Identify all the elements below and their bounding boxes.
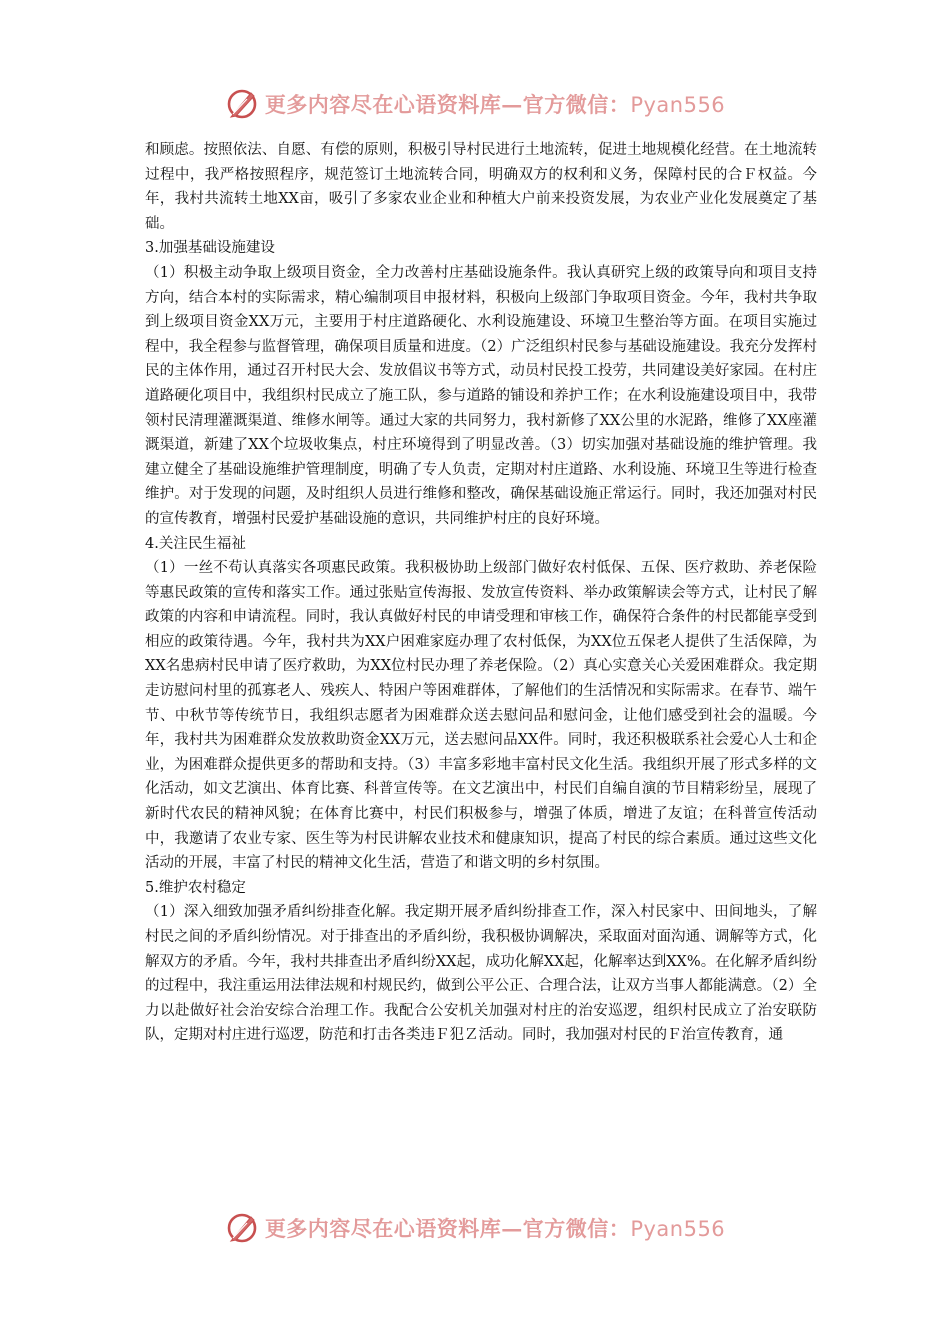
watermark-banner-top [0,84,950,124]
paragraph-stability: （1）深入细致加强矛盾纠纷排查化解。我定期开展矛盾纠纷排查工作，深入村民家中、田间地头，了解村民之间的矛盾纠纷情况。对于排查出的矛盾纠纷，我积极协调解决，采取面对面沟通、调解等方式，化解双方的矛盾。今年，我村共排查出矛盾纠纷XX起，成功化解XX起，化解率达到XX%。在化解矛盾纠纷的过程中，我注重运用法律法规和村规民约，做到公平公正、合理合法，让双方当事人都能满意。（2）全力以赴做好社会治安综合治理工作。我配合公安机关加强对村庄的治安巡逻，组织村民成立了治安联防队，定期对村庄进行巡逻，防范和打击各类违Ｆ犯Ｚ活动。同时，我加强对村民的Ｆ治宣传教育，通 [145,904,817,1044]
section-heading-stability: 5.维护农村稳定 [145,879,246,896]
watermark-id: Pyan556 [630,93,726,117]
watermark-banner-bottom [0,1208,950,1248]
paragraph-livelihood: （1）一丝不苟认真落实各项惠民政策。我积极协助上级部门做好农村低保、五保、医疗救助、养老保险等惠民政策的宣传和落实工作。通过张贴宣传海报、发放宣传资料、举办政策解读会等方式，让村民了解政策的内容和申请流程。同时，我认真做好村民的申请受理和审核工作，确保符合条件的村民都能享受到相应的政策待遇。今年，我村共为XX户困难家庭办理了农村低保，为XX位五保老人提供了生活保障，为XX名患病村民申请了医疗救助，为XX位村民办理了养老保险。（2）真心实意关心关爱困难群众。我定期走访慰问村里的孤寡老人、残疾人、特困户等困难群体，了解他们的生活情况和实际需求。在春节、端午节、中秋节等传统节日，我组织志愿者为困难群众送去慰问品和慰问金，让他们感受到社会的温暖。今年，我村共为困难群众发放救助资金XX万元，送去慰问品XX件。同时，我还积极联系社会爱心人士和企业，为困难群众提供更多的帮助和支持。（3）丰富多彩地丰富村民文化生活。我组织开展了形式多样的文化活动，如文艺演出、体育比赛、科普宣传等。在文艺演出中，村民们自编自演的节目精彩纷呈，展现了新时代农民的精神风貌；在体育比赛中，村民们积极参与，增强了体质，增进了友谊；在科普宣传活动中，我邀请了农业专家、医生等为村民讲解农业技术和健康知识，提高了村民的综合素质。通过这些文化活动的开展，丰富了村民的精神文化生活，营造了和谐文明的乡村氛围。 [145,560,817,872]
quill-logo-icon [225,1211,259,1245]
section-heading-infrastructure: 3.加强基础设施建设 [145,240,275,257]
watermark-text [265,89,725,119]
document-body [145,138,817,1048]
watermark-text [265,1213,725,1243]
quill-logo-icon [225,87,259,121]
paragraph-land-transfer: 和顾虑。按照依法、自愿、有偿的原则，积极引导村民进行土地流转，促进土地规模化经营。在土地流转过程中，我严格按照程序，规范签订土地流转合同，明确双方的权利和义务，保障村民的合Ｆ权益。今年，我村共流转土地XX亩，吸引了多家农业企业和种植大户前来投资发展，为农业产业化发展奠定了基础。 [145,142,817,232]
paragraph-infrastructure: （1）积极主动争取上级项目资金，全力改善村庄基础设施条件。我认真研究上级的政策导向和项目支持方向，结合本村的实际需求，精心编制项目申报材料，积极向上级部门争取项目资金。今年，我村共争取到上级项目资金XX万元，主要用于村庄道路硬化、水利设施建设、环境卫生整治等方面。在项目实施过程中，我全程参与监督管理，确保项目质量和进度。（2）广泛组织村民参与基础设施建设。我充分发挥村民的主体作用，通过召开村民大会、发放倡议书等方式，动员村民投工投劳，共同建设美好家园。在村庄道路硬化项目中，我组织村民成立了施工队，参与道路的铺设和养护工作；在水利设施建设项目中，我带领村民清理灌溉渠道、维修水闸等。通过大家的共同努力，我村新修了XX公里的水泥路，维修了XX座灌溉渠道，新建了XX个垃圾收集点，村庄环境得到了明显改善。（3）切实加强对基础设施的维护管理。我建立健全了基础设施维护管理制度，明确了专人负责，定期对村庄道路、水利设施、环境卫生等进行检查维护。对于发现的问题，及时组织人员进行维修和整改，确保基础设施正常运行。同时，我还加强对村民的宣传教育，增强村民爱护基础设施的意识，共同维护村庄的良好环境。 [145,264,817,527]
watermark-label: 更多内容尽在心语资料库—官方微信： [264,1216,631,1241]
watermark-label: 更多内容尽在心语资料库—官方微信： [264,92,631,117]
watermark-id: Pyan556 [630,1217,726,1241]
section-heading-livelihood: 4.关注民生福祉 [145,535,246,552]
